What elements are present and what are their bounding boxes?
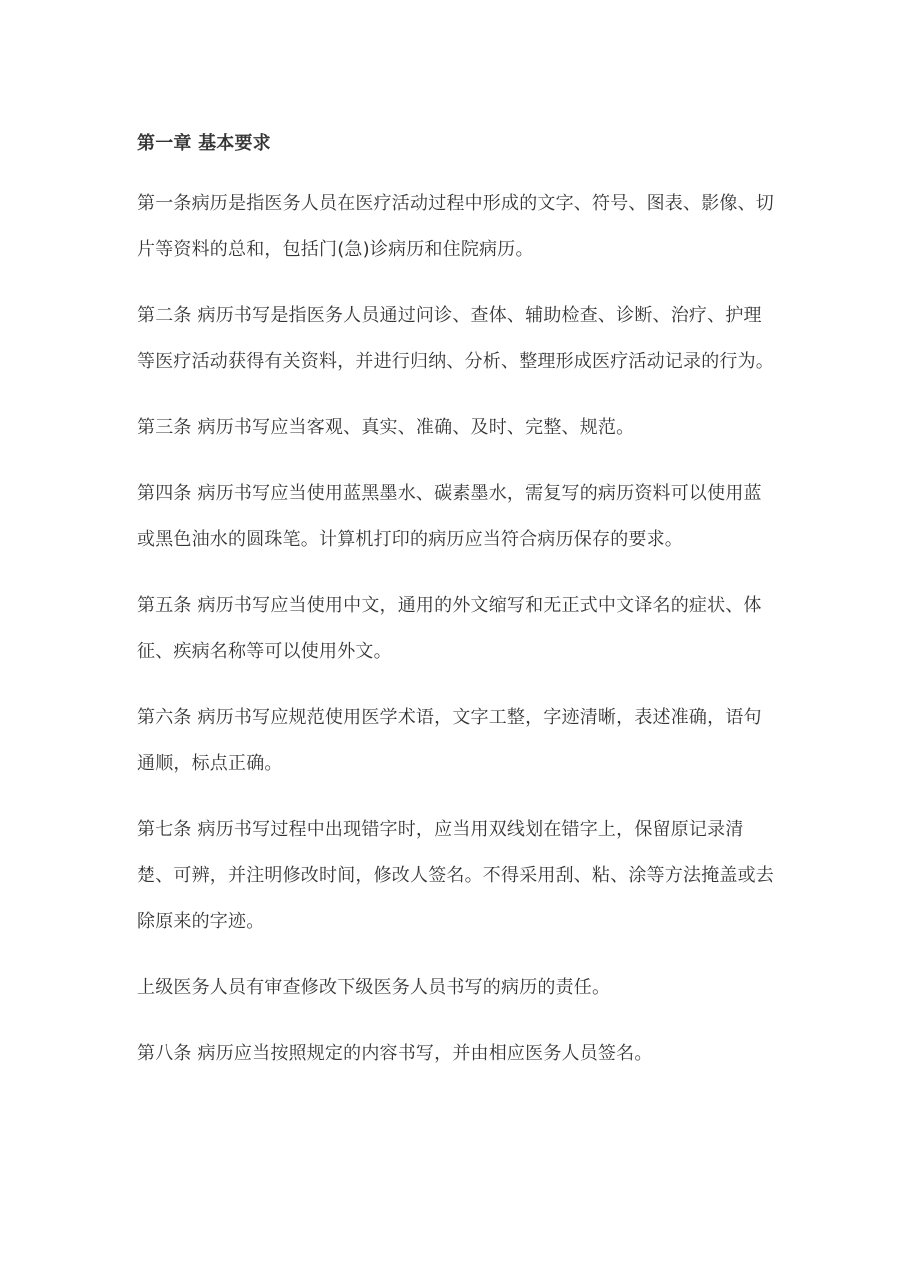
article-paragraph-9: 第八条 病历应当按照规定的内容书写，并由相应医务人员签名。 [137, 1043, 653, 1064]
article-paragraph-1: 第一条病历是指医务人员在医疗活动过程中形成的文字、符号、图表、影像、切片等资料的总和，包括门(急)诊病历和住院病历。 [137, 193, 774, 260]
article-paragraph-8: 上级医务人员有审查修改下级医务人员书写的病历的责任。 [137, 977, 611, 998]
chapter-title: 第一章 基本要求 [137, 133, 271, 154]
article-paragraph-3: 第三条 病历书写应当客观、真实、准确、及时、完整、规范。 [137, 417, 635, 438]
article-paragraph-2: 第二条 病历书写是指医务人员通过问诊、查体、辅助检查、诊断、治疗、护理等医疗活动获得有关资料，并进行归纳、分析、整理形成医疗活动记录的行为。 [137, 305, 774, 372]
article-paragraph-7: 第七条 病历书写过程中出现错字时，应当用双线划在错字上，保留原记录清楚、可辨，并注明修改时间，修改人签名。不得采用刮、粘、涂等方法掩盖或去除原来的字迹。 [137, 819, 774, 932]
article-paragraph-5: 第五条 病历书写应当使用中文，通用的外文缩写和无正式中文译名的症状、体征、疾病名称等可以使用外文。 [137, 595, 762, 662]
article-paragraph-6: 第六条 病历书写应规范使用医学术语，文字工整，字迹清晰，表述准确，语句通顺，标点正确。 [137, 707, 762, 774]
article-paragraph-4: 第四条 病历书写应当使用蓝黑墨水、碳素墨水，需复写的病历资料可以使用蓝或黑色油水的圆珠笔。计算机打印的病历应当符合病历保存的要求。 [137, 483, 762, 550]
document-body [137, 127, 777, 1097]
